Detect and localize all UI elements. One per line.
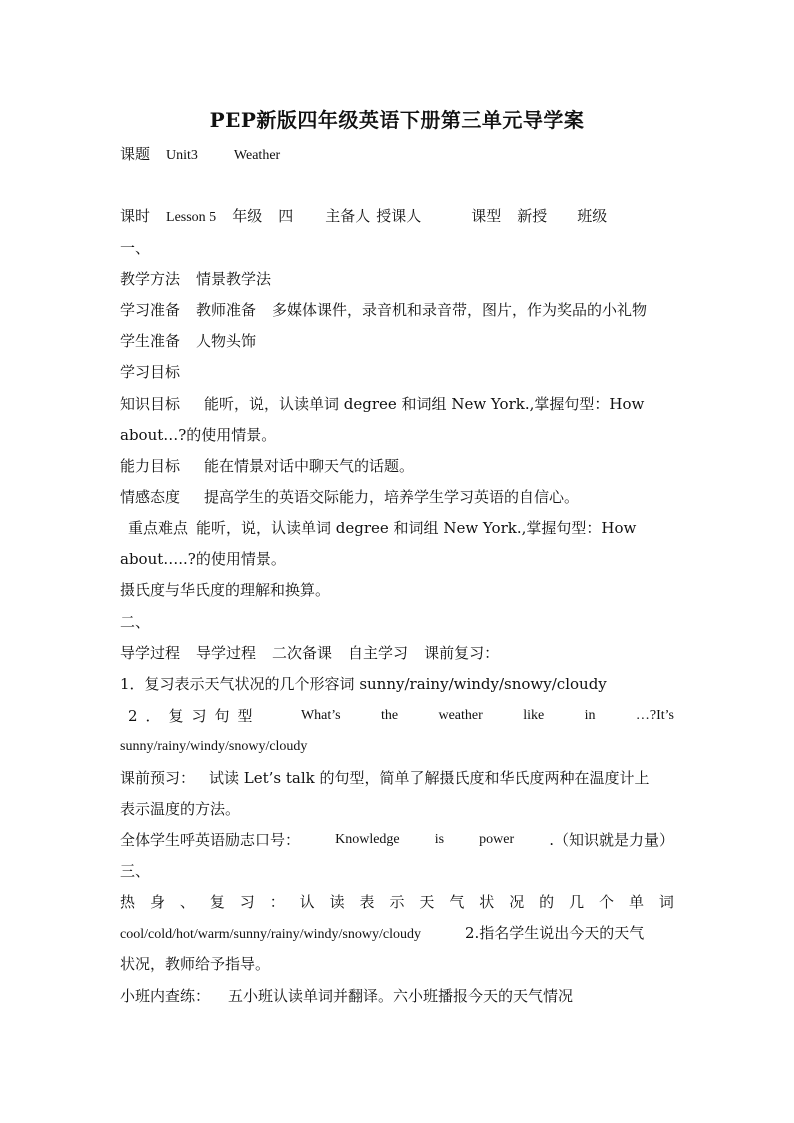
review-item-2-line-1 <box>120 706 674 726</box>
preview-text-1: 试读 Let’s talk 的句型，简单了解摄氏度和华氏度两种在温度计上 <box>209 769 650 787</box>
ability-label: 能力目标 <box>120 457 181 475</box>
review-item-2-word: in <box>584 708 596 723</box>
process-line <box>120 643 674 663</box>
process-label-2: 导学过程 <box>196 644 257 662</box>
warmup-char: 天 <box>419 893 435 911</box>
warmup-char: 况 <box>509 893 525 911</box>
warmup-line-1 <box>120 892 674 912</box>
teacher-label: 授课人 <box>376 207 422 225</box>
slogan-word: power <box>479 832 515 847</box>
method-line <box>120 269 674 289</box>
knowledge-line-1 <box>120 394 674 414</box>
topic-name: Weather <box>233 148 281 163</box>
method-value: 情景教学法 <box>196 270 272 288</box>
process-label: 导学过程 <box>120 644 181 662</box>
warmup-char: 几 <box>569 893 585 911</box>
warmup-char: ： <box>269 893 285 911</box>
slogan-word: .（知识就是力量） <box>549 831 674 849</box>
prep-label: 学习准备 <box>120 301 181 319</box>
self-study-label: 自主学习 <box>348 644 409 662</box>
key-text-1: 能听，说，认读单词 degree 和词组 New York.,掌握句型：How <box>196 519 637 537</box>
slogan-word: is <box>434 832 445 847</box>
slogan-line <box>120 830 674 850</box>
section-two: 二、 <box>120 613 151 631</box>
grade-label: 年级 <box>232 207 263 225</box>
grade-value: 四 <box>278 207 294 225</box>
review-item-2-word: weather <box>438 708 483 723</box>
topic-line <box>120 144 674 166</box>
warmup-item-2: 2.指名学生说出今天的天气 <box>464 924 645 942</box>
preparer-label: 主备人 <box>325 207 371 225</box>
warmup-char: 表 <box>359 893 375 911</box>
difficulty-line: 摄氏度与华氏度的理解和换算。 <box>120 581 331 599</box>
knowledge-line-2: about…?的使用情景。 <box>120 426 277 444</box>
warmup-char: 状 <box>479 893 495 911</box>
warmup-char: 示 <box>389 893 405 911</box>
method-label: 教学方法 <box>120 270 181 288</box>
warmup-char: 热 <box>120 893 136 911</box>
student-prep-label: 学生准备 <box>120 332 181 350</box>
warmup-char: 个 <box>599 893 615 911</box>
warmup-char: 单 <box>628 893 644 911</box>
warmup-char: 气 <box>449 893 465 911</box>
topic-label: 课题 <box>120 145 151 163</box>
document-title: PEP新版四年级英语下册第三单元导学案 <box>209 108 585 132</box>
class-label: 班级 <box>577 207 608 225</box>
type-value: 新授 <box>517 207 548 225</box>
teacher-prep-line <box>120 300 674 320</box>
warmup-char: 身 <box>149 893 165 911</box>
slogan-label: 全体学生呼英语励志口号： <box>120 831 301 849</box>
ability-value: 能在情景对话中聊天气的话题。 <box>204 457 415 475</box>
warmup-char: 、 <box>179 893 195 911</box>
warmup-line-3: 状况，教师给予指导。 <box>120 955 271 973</box>
practice-line <box>120 986 674 1006</box>
review-item-2-word: …?It’s <box>635 708 674 723</box>
key-label: 重点难点 <box>128 519 189 537</box>
review-item-2-word: What’s <box>300 708 341 723</box>
teacher-prep-value: 多媒体课件，录音机和录音带，图片，作为奖品的小礼物 <box>272 301 648 319</box>
lesson-label: 课时 <box>120 207 151 225</box>
section-one: 一、 <box>120 239 151 257</box>
review-item-2-word: like <box>523 708 545 723</box>
lesson-value: Lesson 5 <box>166 210 217 225</box>
preview-line-1 <box>120 768 674 788</box>
second-prep-label: 二次备课 <box>272 644 333 662</box>
emotion-line <box>120 487 674 507</box>
practice-value: 五小班认读单词并翻译。六小班播报今天的天气情况 <box>228 987 574 1005</box>
slogan-word: Knowledge <box>335 832 400 847</box>
warmup-char: 认 <box>299 893 315 911</box>
emotion-value: 提高学生的英语交际能力，培养学生学习英语的自信心。 <box>204 488 580 506</box>
warmup-char: 的 <box>539 893 555 911</box>
preview-line-2: 表示温度的方法。 <box>120 800 241 818</box>
review-item-2-line-2: sunny/rainy/windy/snowy/cloudy <box>120 739 308 754</box>
goals-label: 学习目标 <box>120 363 181 381</box>
student-prep-value: 人物头饰 <box>196 332 257 350</box>
emotion-label: 情感态度 <box>120 488 181 506</box>
review-item-1: 1．复习表示天气状况的几个形容词 sunny/rainy/windy/snowy/cloudy <box>120 675 607 693</box>
practice-label: 小班内查练： <box>120 987 211 1005</box>
student-prep-line <box>120 331 674 351</box>
warmup-words: cool/cold/hot/warm/sunny/rainy/windy/snowy/cloudy <box>120 927 421 942</box>
key-line-1 <box>120 518 674 538</box>
ability-line <box>120 456 674 476</box>
warmup-char: 习 <box>239 893 255 911</box>
knowledge-label: 知识目标 <box>120 395 181 413</box>
warmup-char: 复 <box>209 893 225 911</box>
lesson-line <box>120 206 674 228</box>
key-line-2: about…..?的使用情景。 <box>120 550 286 568</box>
warmup-char: 读 <box>329 893 345 911</box>
warmup-line-2 <box>120 923 674 945</box>
teacher-prep-label: 教师准备 <box>196 301 257 319</box>
type-label: 课型 <box>471 207 502 225</box>
review-item-2-word: the <box>380 708 399 723</box>
knowledge-text-1: 能听，说，认读单词 degree 和词组 New York.,掌握句型：How <box>204 395 645 413</box>
review-label: 课前复习： <box>424 644 500 662</box>
review-item-2-prefix: 2．复习句型 <box>128 707 261 725</box>
preview-label: 课前预习： <box>120 769 196 787</box>
warmup-char: 词 <box>658 893 674 911</box>
topic-unit: Unit3 <box>166 148 198 163</box>
section-three: 三、 <box>120 862 151 880</box>
